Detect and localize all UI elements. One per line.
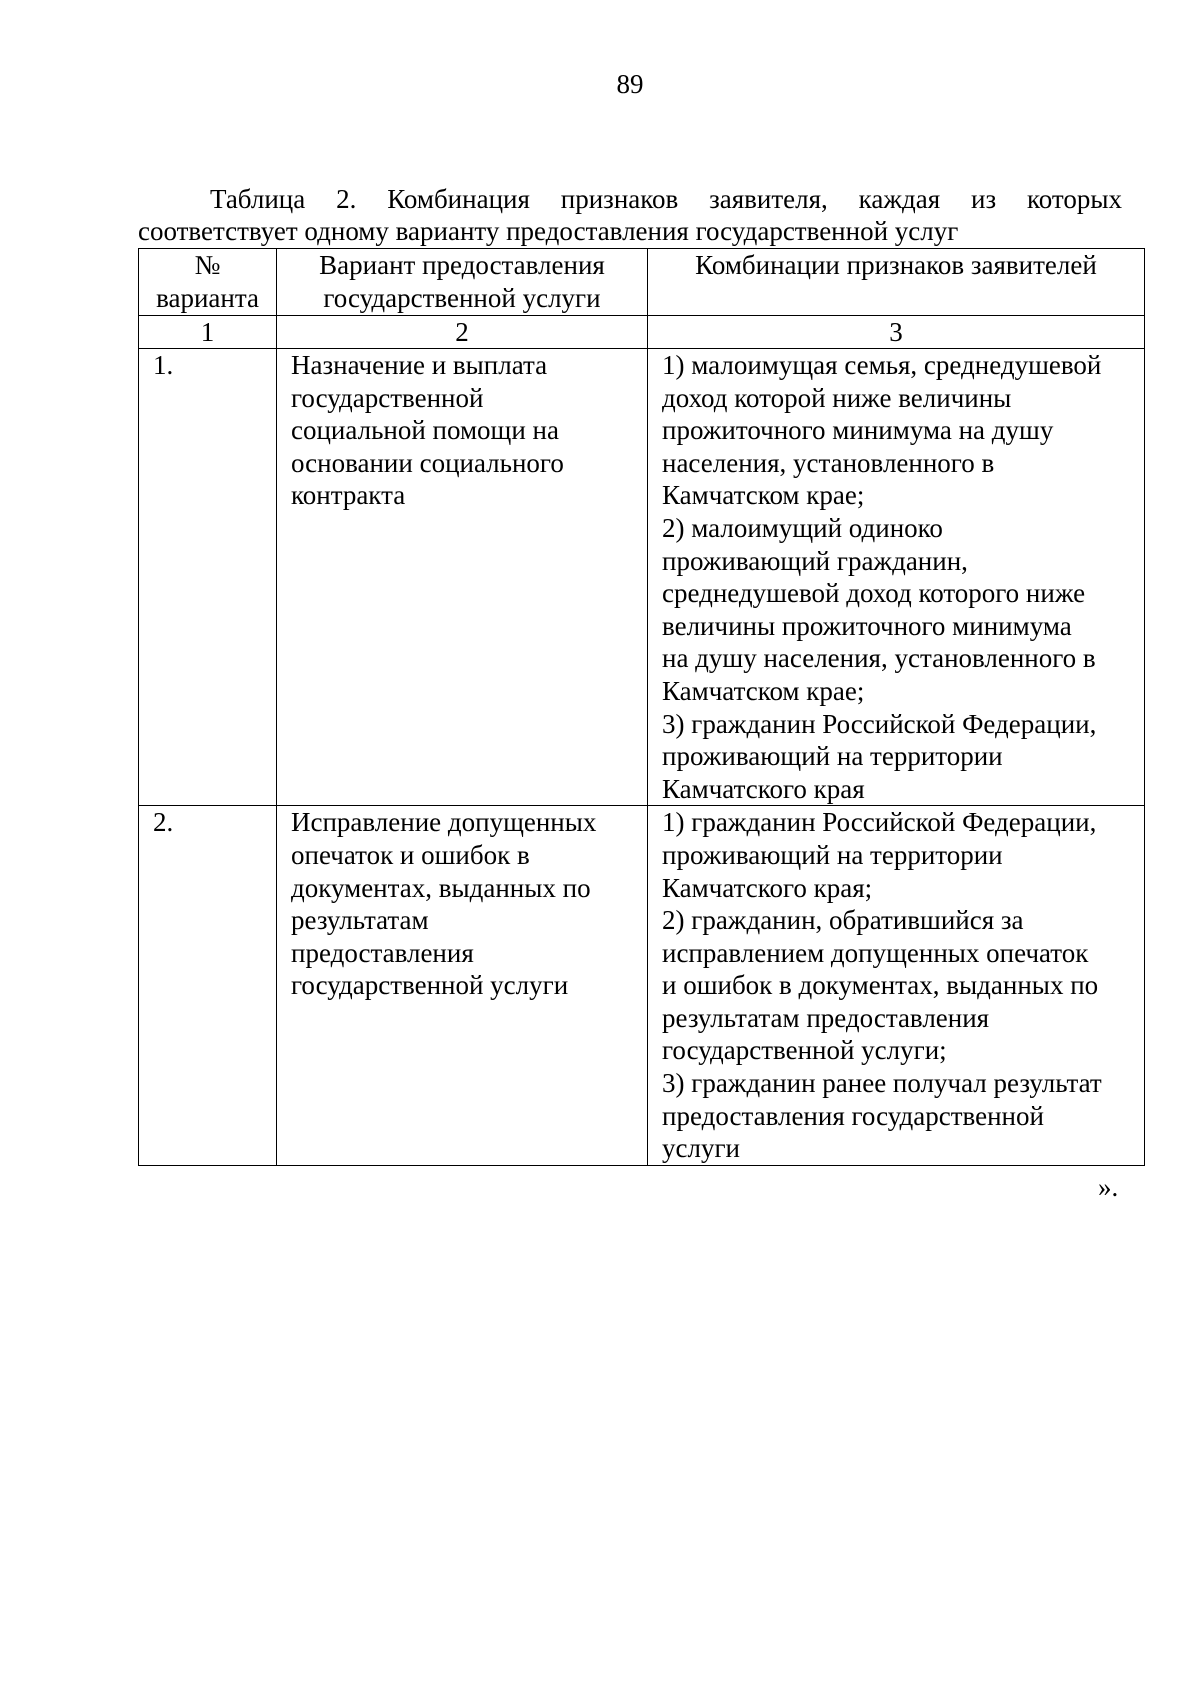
cell-text-line: Камчатского края; xyxy=(662,872,873,903)
cell-text-line: исправлением допущенных опечаток xyxy=(662,937,1089,968)
criteria-combination-cell xyxy=(648,806,1145,1166)
table-caption-line: Таблица 2. Комбинация признаков заявителя, каждая из которых xyxy=(210,184,1122,214)
cell-text-line: государственной xyxy=(291,382,484,413)
cell-text-line: на душу населения, установленного в xyxy=(662,643,1096,674)
cell-text-line: государственной услуги xyxy=(323,282,601,313)
cell-text-line: Комбинации признаков заявителей xyxy=(695,250,1097,280)
cell-text-line: основании социального xyxy=(291,447,564,478)
cell-text-line: 1) гражданин Российской Федерации, xyxy=(662,807,1097,838)
cell-text-line: контракта xyxy=(291,480,406,511)
cell-text-line: Камчатском крае; xyxy=(662,480,865,511)
cell-text-line: предоставления xyxy=(291,937,474,968)
cell-text-line: величины прожиточного минимума xyxy=(662,610,1072,641)
cell-text-line: варианта xyxy=(156,282,259,313)
cell-text-line: 2) гражданин, обратившийся за xyxy=(662,905,1024,936)
cell-text-line: населения, установленного в xyxy=(662,447,995,478)
table-caption-line: соответствует одному варианту предоставления государственной услуг xyxy=(138,216,959,246)
cell-text-line: доход которой ниже величины xyxy=(662,382,1012,413)
cell-text-line: № xyxy=(194,250,221,280)
criteria-combination-cell xyxy=(648,349,1145,806)
cell-text-line: документах, выданных по xyxy=(291,872,591,903)
header-variant-name xyxy=(277,249,648,316)
cell-text-line: 3) гражданин ранее получал результат xyxy=(662,1068,1102,1099)
column-number: 1 xyxy=(139,316,277,349)
table-row xyxy=(139,349,1145,806)
cell-text-line: 3) гражданин Российской Федерации, xyxy=(662,708,1097,739)
cell-text-line: 2) малоимущий одиноко xyxy=(662,512,943,543)
page-number: 89 xyxy=(616,69,644,99)
cell-text-line: результатам xyxy=(291,905,429,936)
cell-text-line: услуги xyxy=(662,1133,740,1164)
cell-text-line: прожиточного минимума на душу xyxy=(662,415,1054,446)
cell-text-line: Исправление допущенных xyxy=(291,807,597,838)
table-caption xyxy=(138,183,1122,247)
cell-text-line: Камчатского края xyxy=(662,773,865,804)
cell-text-line: предоставления государственной xyxy=(662,1100,1044,1131)
cell-text-line: опечаток и ошибок в xyxy=(291,839,530,870)
column-number-row xyxy=(139,316,1145,349)
header-variant-number xyxy=(139,249,277,316)
cell-text-line: проживающий на территории xyxy=(662,741,1003,772)
cell-text-line: 1) малоимущая семья, среднедушевой xyxy=(662,350,1102,380)
variant-number-cell: 1. xyxy=(139,349,277,806)
cell-text-line: среднедушевой доход которого ниже xyxy=(662,578,1086,609)
cell-text-line: государственной услуги; xyxy=(662,1035,947,1066)
cell-text-line: Назначение и выплата xyxy=(291,350,548,380)
cell-text-line: государственной услуги xyxy=(291,970,569,1001)
cell-text-line: Камчатском крае; xyxy=(662,675,865,706)
cell-text-line: Вариант предоставления xyxy=(319,250,605,280)
variant-name-cell xyxy=(277,806,648,1166)
variant-name-cell xyxy=(277,349,648,806)
cell-text-line: результатам предоставления xyxy=(662,1002,990,1033)
column-number: 3 xyxy=(648,316,1145,349)
variant-number-cell: 2. xyxy=(139,806,277,1166)
header-criteria-combinations xyxy=(648,249,1145,316)
column-number: 2 xyxy=(277,316,648,349)
cell-text-line: проживающий гражданин, xyxy=(662,545,968,576)
closing-quote-mark: ». xyxy=(1098,1172,1119,1202)
applicant-criteria-table xyxy=(138,248,1145,1166)
cell-text-line: и ошибок в документах, выданных по xyxy=(662,970,1099,1001)
table-row xyxy=(139,806,1145,1166)
cell-text-line: проживающий на территории xyxy=(662,839,1003,870)
cell-text-line: социальной помощи на xyxy=(291,415,559,446)
table-header-row xyxy=(139,249,1145,316)
